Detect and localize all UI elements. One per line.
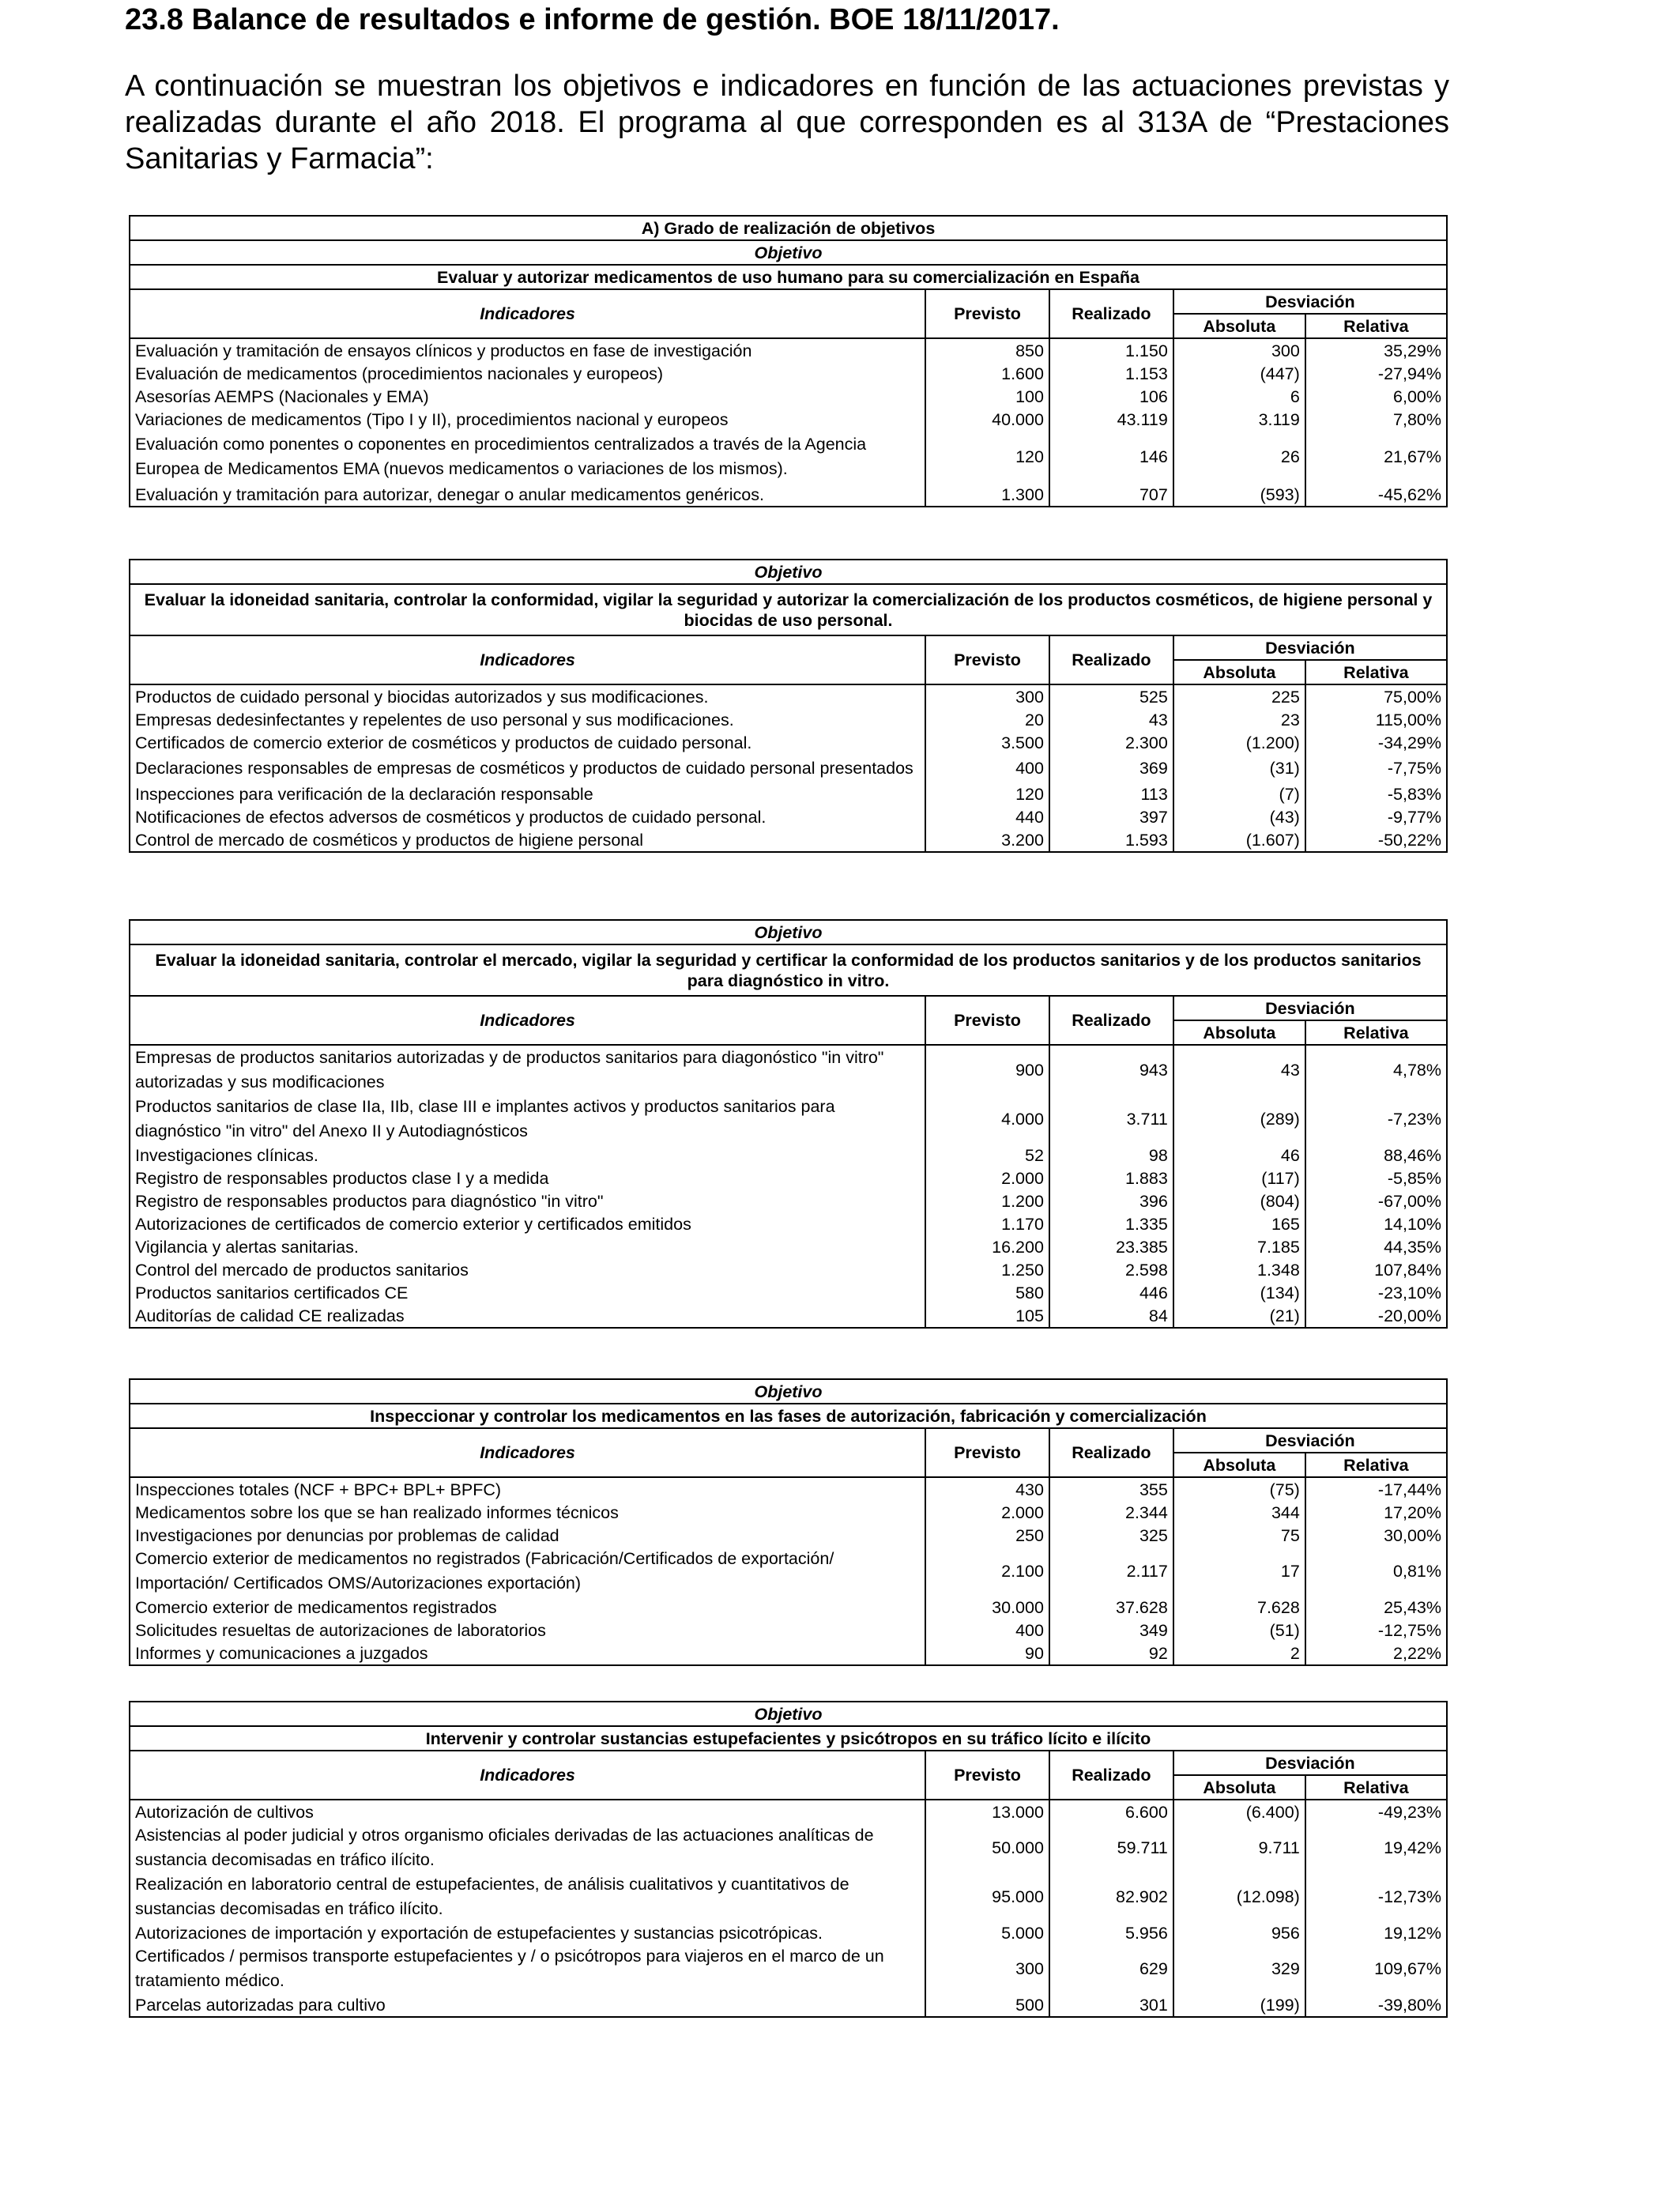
absoluta-value: (117) <box>1173 1167 1305 1189</box>
desviacion-header: Desviación <box>1173 289 1447 314</box>
absoluta-value: (447) <box>1173 362 1305 385</box>
relativa-value: -9,77% <box>1305 805 1447 828</box>
relativa-value: 2,22% <box>1305 1642 1447 1665</box>
indicator-name: Empresas dedesinfectantes y repelentes de uso personal y sus modificaciones. <box>130 708 925 731</box>
absoluta-value: 300 <box>1173 338 1305 362</box>
table-row <box>130 1235 1447 1258</box>
objective-label: Objetivo <box>130 920 1447 944</box>
absoluta-value: 3.119 <box>1173 408 1305 431</box>
realizado-value: 2.344 <box>1049 1501 1173 1524</box>
previsto-value: 100 <box>925 385 1049 408</box>
absoluta-value: (21) <box>1173 1304 1305 1328</box>
table-row <box>130 1800 1447 1823</box>
realizado-value: 349 <box>1049 1619 1173 1642</box>
previsto-value: 250 <box>925 1524 1049 1547</box>
relativa-value: -39,80% <box>1305 1993 1447 2017</box>
absoluta-value: (289) <box>1173 1095 1305 1144</box>
previsto-value: 400 <box>925 1619 1049 1642</box>
table-row <box>130 1189 1447 1212</box>
relativa-header: Relativa <box>1305 1453 1447 1477</box>
indicator-name: Evaluación como ponentes o coponentes en procedimientos centralizados a través de la Agencia Europea de Medicamentos EMA (nuevos medicamentos o variaciones de los mismos). <box>130 431 925 483</box>
indicator-name: Evaluación y tramitación para autorizar, denegar o anular medicamentos genéricos. <box>130 483 925 507</box>
indicator-name: Autorización de cultivos <box>130 1800 925 1823</box>
previsto-value: 3.500 <box>925 731 1049 754</box>
absoluta-value: 43 <box>1173 1045 1305 1095</box>
realizado-header: Realizado <box>1049 1751 1173 1800</box>
objective-table <box>129 215 1448 507</box>
previsto-value: 1.200 <box>925 1189 1049 1212</box>
absoluta-value: (593) <box>1173 483 1305 507</box>
relativa-header: Relativa <box>1305 1020 1447 1045</box>
realizado-value: 92 <box>1049 1642 1173 1665</box>
absoluta-value: 344 <box>1173 1501 1305 1524</box>
previsto-header: Previsto <box>925 1751 1049 1800</box>
absoluta-value: 225 <box>1173 684 1305 708</box>
relativa-value: 109,67% <box>1305 1944 1447 1993</box>
table-row <box>130 731 1447 754</box>
absoluta-value: 2 <box>1173 1642 1305 1665</box>
previsto-value: 50.000 <box>925 1823 1049 1872</box>
relativa-value: 19,42% <box>1305 1823 1447 1872</box>
relativa-value: -7,75% <box>1305 754 1447 782</box>
table-row <box>130 385 1447 408</box>
indicator-name: Auditorías de calidad CE realizadas <box>130 1304 925 1328</box>
absoluta-value: 329 <box>1173 1944 1305 1993</box>
indicator-name: Autorizaciones de certificados de comercio exterior y certificados emitidos <box>130 1212 925 1235</box>
desviacion-header: Desviación <box>1173 1428 1447 1453</box>
indicator-name: Declaraciones responsables de empresas de cosméticos y productos de cuidado personal presentados <box>130 754 925 782</box>
table-row <box>130 431 1447 483</box>
absoluta-value: 23 <box>1173 708 1305 731</box>
previsto-value: 16.200 <box>925 1235 1049 1258</box>
previsto-value: 580 <box>925 1281 1049 1304</box>
previsto-value: 52 <box>925 1144 1049 1167</box>
absoluta-value: 165 <box>1173 1212 1305 1235</box>
indicadores-header: Indicadores <box>130 1751 925 1800</box>
table-row <box>130 1872 1447 1921</box>
indicator-name: Evaluación y tramitación de ensayos clínicos y productos en fase de investigación <box>130 338 925 362</box>
indicator-name: Registro de responsables productos clase I y a medida <box>130 1167 925 1189</box>
indicator-name: Investigaciones clínicas. <box>130 1144 925 1167</box>
objective-table <box>129 559 1448 853</box>
table-row <box>130 1304 1447 1328</box>
realizado-value: 369 <box>1049 754 1173 782</box>
relativa-value: -27,94% <box>1305 362 1447 385</box>
realizado-value: 146 <box>1049 431 1173 483</box>
indicator-name: Inspecciones para verificación de la declaración responsable <box>130 782 925 805</box>
desviacion-header: Desviación <box>1173 635 1447 660</box>
realizado-value: 98 <box>1049 1144 1173 1167</box>
table-row <box>130 1823 1447 1872</box>
table-row <box>130 483 1447 507</box>
absoluta-value: 7.185 <box>1173 1235 1305 1258</box>
realizado-value: 2.598 <box>1049 1258 1173 1281</box>
table-row <box>130 1477 1447 1501</box>
relativa-value: -17,44% <box>1305 1477 1447 1501</box>
relativa-value: 88,46% <box>1305 1144 1447 1167</box>
indicator-name: Investigaciones por denuncias por problemas de calidad <box>130 1524 925 1547</box>
objective-title: Inspeccionar y controlar los medicamentos en las fases de autorización, fabricación y comercialización <box>130 1404 1447 1428</box>
indicadores-header: Indicadores <box>130 635 925 684</box>
absoluta-value: (199) <box>1173 1993 1305 2017</box>
objective-table <box>129 1378 1448 1666</box>
objective-label: Objetivo <box>130 1702 1447 1726</box>
realizado-value: 707 <box>1049 483 1173 507</box>
desviacion-header: Desviación <box>1173 996 1447 1020</box>
relativa-value: 7,80% <box>1305 408 1447 431</box>
absoluta-header: Absoluta <box>1173 1775 1305 1800</box>
relativa-value: 0,81% <box>1305 1547 1447 1596</box>
absoluta-value: (51) <box>1173 1619 1305 1642</box>
realizado-value: 5.956 <box>1049 1921 1173 1944</box>
relativa-value: -12,73% <box>1305 1872 1447 1921</box>
table-row <box>130 1045 1447 1095</box>
table-row <box>130 1501 1447 1524</box>
previsto-value: 5.000 <box>925 1921 1049 1944</box>
previsto-value: 1.250 <box>925 1258 1049 1281</box>
relativa-header: Relativa <box>1305 1775 1447 1800</box>
desviacion-header: Desviación <box>1173 1751 1447 1775</box>
previsto-value: 300 <box>925 1944 1049 1993</box>
indicator-name: Evaluación de medicamentos (procedimientos nacionales y europeos) <box>130 362 925 385</box>
table-row <box>130 1281 1447 1304</box>
relativa-value: 75,00% <box>1305 684 1447 708</box>
previsto-value: 900 <box>925 1045 1049 1095</box>
realizado-header: Realizado <box>1049 289 1173 338</box>
absoluta-value: (75) <box>1173 1477 1305 1501</box>
absoluta-value: 26 <box>1173 431 1305 483</box>
previsto-value: 4.000 <box>925 1095 1049 1144</box>
relativa-header: Relativa <box>1305 314 1447 338</box>
indicator-name: Autorizaciones de importación y exportación de estupefacientes y sustancias psicotrópicas. <box>130 1921 925 1944</box>
relativa-value: -45,62% <box>1305 483 1447 507</box>
table-row <box>130 338 1447 362</box>
relativa-value: 107,84% <box>1305 1258 1447 1281</box>
previsto-header: Previsto <box>925 289 1049 338</box>
absoluta-value: (31) <box>1173 754 1305 782</box>
realizado-value: 397 <box>1049 805 1173 828</box>
absoluta-value: (1.200) <box>1173 731 1305 754</box>
relativa-value: 30,00% <box>1305 1524 1447 1547</box>
indicator-name: Certificados de comercio exterior de cosméticos y productos de cuidado personal. <box>130 731 925 754</box>
table-row <box>130 1547 1447 1596</box>
realizado-value: 2.117 <box>1049 1547 1173 1596</box>
relativa-value: -67,00% <box>1305 1189 1447 1212</box>
previsto-value: 2.100 <box>925 1547 1049 1596</box>
previsto-value: 300 <box>925 684 1049 708</box>
relativa-value: 4,78% <box>1305 1045 1447 1095</box>
relativa-value: 115,00% <box>1305 708 1447 731</box>
realizado-value: 355 <box>1049 1477 1173 1501</box>
relativa-value: 44,35% <box>1305 1235 1447 1258</box>
table-row <box>130 1993 1447 2017</box>
table-row <box>130 1944 1447 1993</box>
realizado-value: 396 <box>1049 1189 1173 1212</box>
realizado-value: 446 <box>1049 1281 1173 1304</box>
realizado-value: 59.711 <box>1049 1823 1173 1872</box>
table-row <box>130 362 1447 385</box>
realizado-value: 325 <box>1049 1524 1173 1547</box>
realizado-value: 106 <box>1049 385 1173 408</box>
table-row <box>130 782 1447 805</box>
absoluta-value: 17 <box>1173 1547 1305 1596</box>
indicator-name: Control del mercado de productos sanitarios <box>130 1258 925 1281</box>
previsto-header: Previsto <box>925 996 1049 1045</box>
previsto-value: 13.000 <box>925 1800 1049 1823</box>
table-row <box>130 1921 1447 1944</box>
objective-table <box>129 1701 1448 2018</box>
document-title: 23.8 Balance de resultados e informe de gestión. BOE 18/11/2017. <box>125 3 1060 36</box>
table-row <box>130 1258 1447 1281</box>
section-header: A) Grado de realización de objetivos <box>130 216 1447 240</box>
realizado-value: 43.119 <box>1049 408 1173 431</box>
relativa-value: 21,67% <box>1305 431 1447 483</box>
realizado-value: 113 <box>1049 782 1173 805</box>
indicator-name: Realización en laboratorio central de estupefacientes, de análisis cualitativos y cuantitativos de sustancias decomisadas en tráfico ilícito. <box>130 1872 925 1921</box>
absoluta-value: 75 <box>1173 1524 1305 1547</box>
realizado-value: 1.335 <box>1049 1212 1173 1235</box>
previsto-value: 3.200 <box>925 828 1049 852</box>
previsto-value: 20 <box>925 708 1049 731</box>
table-row <box>130 684 1447 708</box>
absoluta-header: Absoluta <box>1173 314 1305 338</box>
indicator-name: Registro de responsables productos para diagnóstico "in vitro" <box>130 1189 925 1212</box>
previsto-header: Previsto <box>925 1428 1049 1477</box>
absoluta-value: 6 <box>1173 385 1305 408</box>
objective-title: Intervenir y controlar sustancias estupefacientes y psicótropos en su tráfico lícito e ilícito <box>130 1726 1447 1751</box>
realizado-value: 2.300 <box>1049 731 1173 754</box>
indicator-name: Productos de cuidado personal y biocidas autorizados y sus modificaciones. <box>130 684 925 708</box>
previsto-value: 400 <box>925 754 1049 782</box>
indicator-name: Variaciones de medicamentos (Tipo I y II), procedimientos nacional y europeos <box>130 408 925 431</box>
realizado-header: Realizado <box>1049 996 1173 1045</box>
absoluta-header: Absoluta <box>1173 660 1305 684</box>
indicator-name: Informes y comunicaciones a juzgados <box>130 1642 925 1665</box>
relativa-value: -23,10% <box>1305 1281 1447 1304</box>
previsto-value: 90 <box>925 1642 1049 1665</box>
indicator-name: Parcelas autorizadas para cultivo <box>130 1993 925 2017</box>
previsto-value: 105 <box>925 1304 1049 1328</box>
previsto-value: 1.170 <box>925 1212 1049 1235</box>
realizado-value: 1.150 <box>1049 338 1173 362</box>
table-row <box>130 1212 1447 1235</box>
relativa-value: -34,29% <box>1305 731 1447 754</box>
realizado-value: 37.628 <box>1049 1596 1173 1619</box>
relativa-value: -49,23% <box>1305 1800 1447 1823</box>
absoluta-value: 1.348 <box>1173 1258 1305 1281</box>
table-row <box>130 754 1447 782</box>
relativa-value: 6,00% <box>1305 385 1447 408</box>
objective-label: Objetivo <box>130 560 1447 584</box>
indicadores-header: Indicadores <box>130 289 925 338</box>
previsto-value: 40.000 <box>925 408 1049 431</box>
realizado-value: 1.883 <box>1049 1167 1173 1189</box>
realizado-header: Realizado <box>1049 1428 1173 1477</box>
previsto-value: 1.300 <box>925 483 1049 507</box>
realizado-value: 3.711 <box>1049 1095 1173 1144</box>
relativa-value: 25,43% <box>1305 1596 1447 1619</box>
absoluta-value: (7) <box>1173 782 1305 805</box>
indicator-name: Asistencias al poder judicial y otros organismo oficiales derivadas de las actuaciones analíticas de sustancia decomisadas en tráfico ilícito. <box>130 1823 925 1872</box>
indicator-name: Comercio exterior de medicamentos no registrados (Fabricación/Certificados de exportación/ Importación/ Certificados OMS/Autorizaciones exportación) <box>130 1547 925 1596</box>
table-row <box>130 408 1447 431</box>
previsto-value: 30.000 <box>925 1596 1049 1619</box>
previsto-value: 120 <box>925 782 1049 805</box>
relativa-value: -7,23% <box>1305 1095 1447 1144</box>
absoluta-value: 7.628 <box>1173 1596 1305 1619</box>
previsto-value: 120 <box>925 431 1049 483</box>
objective-title: Evaluar la idoneidad sanitaria, controlar la conformidad, vigilar la seguridad y autorizar la comercialización de los productos cosméticos, de higiene personal y biocidas de uso personal. <box>130 584 1447 635</box>
relativa-value: -12,75% <box>1305 1619 1447 1642</box>
relativa-header: Relativa <box>1305 660 1447 684</box>
realizado-value: 301 <box>1049 1993 1173 2017</box>
absoluta-value: 956 <box>1173 1921 1305 1944</box>
intro-paragraph: A continuación se muestran los objetivos e indicadores en función de las actuaciones previstas y realizadas durante el año 2018. El programa al que corresponden es al 313A de “Prestaciones Sanitarias y Farmacia”: <box>125 70 1449 175</box>
relativa-value: 19,12% <box>1305 1921 1447 1944</box>
table-row <box>130 708 1447 731</box>
indicator-name: Productos sanitarios certificados CE <box>130 1281 925 1304</box>
relativa-value: -5,85% <box>1305 1167 1447 1189</box>
previsto-value: 850 <box>925 338 1049 362</box>
indicator-name: Control de mercado de cosméticos y productos de higiene personal <box>130 828 925 852</box>
absoluta-value: (804) <box>1173 1189 1305 1212</box>
indicator-name: Certificados / permisos transporte estupefacientes y / o psicótropos para viajeros en el marco de un tratamiento médico. <box>130 1944 925 1993</box>
relativa-value: -5,83% <box>1305 782 1447 805</box>
absoluta-value: 46 <box>1173 1144 1305 1167</box>
absoluta-value: (12.098) <box>1173 1872 1305 1921</box>
previsto-value: 2.000 <box>925 1501 1049 1524</box>
relativa-value: 17,20% <box>1305 1501 1447 1524</box>
indicator-name: Empresas de productos sanitarios autorizadas y de productos sanitarios para diagonóstico "in vitro" autorizadas y sus modificaciones <box>130 1045 925 1095</box>
table-row <box>130 1524 1447 1547</box>
realizado-header: Realizado <box>1049 635 1173 684</box>
absoluta-value: (1.607) <box>1173 828 1305 852</box>
objective-label: Objetivo <box>130 1379 1447 1404</box>
table-row <box>130 805 1447 828</box>
indicator-name: Vigilancia y alertas sanitarias. <box>130 1235 925 1258</box>
absoluta-value: 9.711 <box>1173 1823 1305 1872</box>
realizado-value: 84 <box>1049 1304 1173 1328</box>
realizado-value: 23.385 <box>1049 1235 1173 1258</box>
table-row <box>130 1596 1447 1619</box>
relativa-value: -20,00% <box>1305 1304 1447 1328</box>
indicadores-header: Indicadores <box>130 1428 925 1477</box>
previsto-value: 440 <box>925 805 1049 828</box>
table-row <box>130 1144 1447 1167</box>
objective-label: Objetivo <box>130 240 1447 265</box>
previsto-value: 2.000 <box>925 1167 1049 1189</box>
realizado-value: 629 <box>1049 1944 1173 1993</box>
realizado-value: 1.153 <box>1049 362 1173 385</box>
realizado-value: 943 <box>1049 1045 1173 1095</box>
indicator-name: Medicamentos sobre los que se han realizado informes técnicos <box>130 1501 925 1524</box>
previsto-value: 430 <box>925 1477 1049 1501</box>
realizado-value: 6.600 <box>1049 1800 1173 1823</box>
indicator-name: Inspecciones totales (NCF + BPC+ BPL+ BPFC) <box>130 1477 925 1501</box>
realizado-value: 43 <box>1049 708 1173 731</box>
realizado-value: 1.593 <box>1049 828 1173 852</box>
absoluta-value: (6.400) <box>1173 1800 1305 1823</box>
indicadores-header: Indicadores <box>130 996 925 1045</box>
previsto-value: 95.000 <box>925 1872 1049 1921</box>
absoluta-value: (134) <box>1173 1281 1305 1304</box>
previsto-value: 500 <box>925 1993 1049 2017</box>
previsto-header: Previsto <box>925 635 1049 684</box>
table-row <box>130 1619 1447 1642</box>
absoluta-header: Absoluta <box>1173 1453 1305 1477</box>
absoluta-value: (43) <box>1173 805 1305 828</box>
previsto-value: 1.600 <box>925 362 1049 385</box>
objective-title: Evaluar y autorizar medicamentos de uso humano para su comercialización en España <box>130 265 1447 289</box>
realizado-value: 525 <box>1049 684 1173 708</box>
relativa-value: -50,22% <box>1305 828 1447 852</box>
table-row <box>130 828 1447 852</box>
indicator-name: Comercio exterior de medicamentos registrados <box>130 1596 925 1619</box>
table-row <box>130 1095 1447 1144</box>
indicator-name: Productos sanitarios de clase IIa, IIb, clase III e implantes activos y productos sanitarios para diagnóstico "in vitro" del Anexo II y Autodiagnósticos <box>130 1095 925 1144</box>
realizado-value: 82.902 <box>1049 1872 1173 1921</box>
indicator-name: Notificaciones de efectos adversos de cosméticos y productos de cuidado personal. <box>130 805 925 828</box>
table-row <box>130 1167 1447 1189</box>
objective-title: Evaluar la idoneidad sanitaria, controlar el mercado, vigilar la seguridad y certificar la conformidad de los productos sanitarios y de los productos sanitarios para diagnóstico in vitro. <box>130 944 1447 996</box>
indicator-name: Solicitudes resueltas de autorizaciones de laboratorios <box>130 1619 925 1642</box>
table-row <box>130 1642 1447 1665</box>
relativa-value: 14,10% <box>1305 1212 1447 1235</box>
relativa-value: 35,29% <box>1305 338 1447 362</box>
absoluta-header: Absoluta <box>1173 1020 1305 1045</box>
objective-table <box>129 919 1448 1329</box>
indicator-name: Asesorías AEMPS (Nacionales y EMA) <box>130 385 925 408</box>
